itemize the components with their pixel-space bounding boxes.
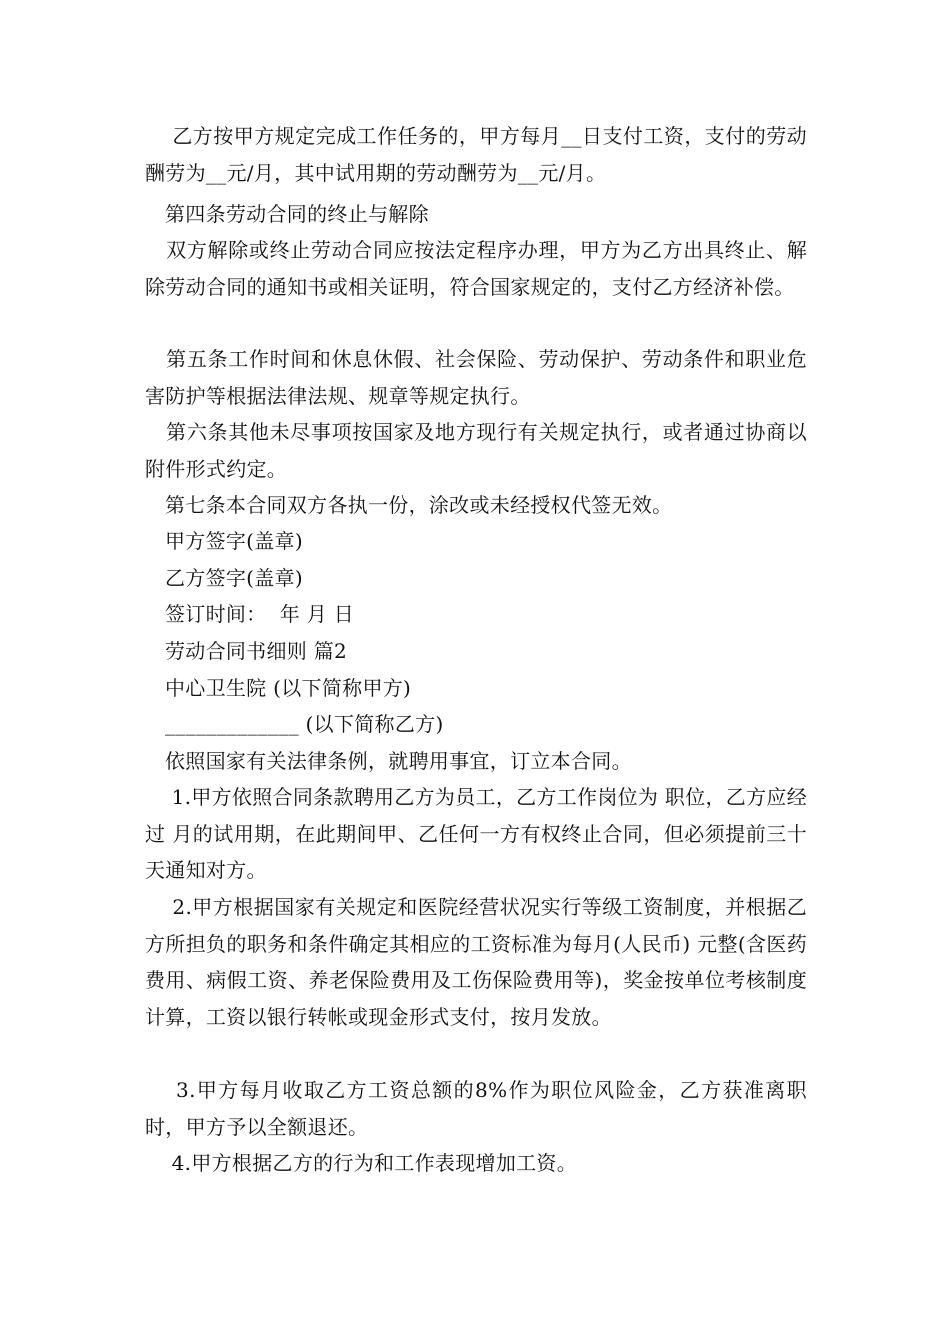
paragraph-article-6: 第六条其他未尽事项按国家及地方现行有关规定执行，或者通过协商以附件形式约定。	[145, 420, 807, 481]
signing-date: 签订时间： 年 月 日	[145, 602, 355, 626]
section-heading-part-2: 劳动合同书细则 篇2	[145, 639, 348, 663]
party-b-signature: 乙方签字(盖章)	[145, 566, 303, 590]
clause-3: 3.甲方每月收取乙方工资总额的8%作为职位风险金，乙方获准离职时，甲方予以全额退还。	[145, 1078, 807, 1139]
clause-2: 2.甲方根据国家有关规定和医院经营状况实行等级工资制度，并根据乙方所担负的职务和条件确定其相应的工资标准为每月(人民币) 元整(含医药费用、病假工资、养老保险费用及工伤保险费用等)，奖金按单位考核制度计算，工资以银行转帐或现金形式支付，按月发放。	[145, 895, 807, 1029]
paragraph-termination: 双方解除或终止劳动合同应按法定程序办理，甲方为乙方出具终止、解除劳动合同的通知书或相关证明，符合国家规定的，支付乙方经济补偿。	[145, 238, 807, 299]
paragraph-wage-payment: 乙方按甲方规定完成工作任务的，甲方每月__日支付工资，支付的劳动酬劳为__元/月，其中试用期的劳动酬劳为__元/月。	[145, 124, 807, 185]
clause-4: 4.甲方根据乙方的行为和工作表现增加工资。	[145, 1151, 578, 1175]
paragraph-article-7: 第七条本合同双方各执一份，涂改或未经授权代签无效。	[145, 493, 673, 517]
party-a-signature: 甲方签字(盖章)	[145, 529, 303, 553]
party-a-name: 中心卫生院 (以下简称甲方)	[145, 676, 412, 700]
clause-1: 1.甲方依照合同条款聘用乙方为员工，乙方工作岗位为 职位，乙方应经过 月的试用期，在此期间甲、乙任何一方有权终止合同，但必须提前三十天通知对方。	[145, 785, 807, 882]
paragraph-preamble: 依照国家有关法律条例，就聘用事宜，订立本合同。	[145, 749, 632, 773]
party-b-name: _____________ (以下简称乙方)	[145, 712, 444, 736]
paragraph-article-5: 第五条工作时间和休息休假、社会保险、劳动保护、劳动条件和职业危害防护等根据法律法规、规章等规定执行。	[145, 347, 807, 408]
paragraph-article-4-heading: 第四条劳动合同的终止与解除	[145, 202, 429, 226]
